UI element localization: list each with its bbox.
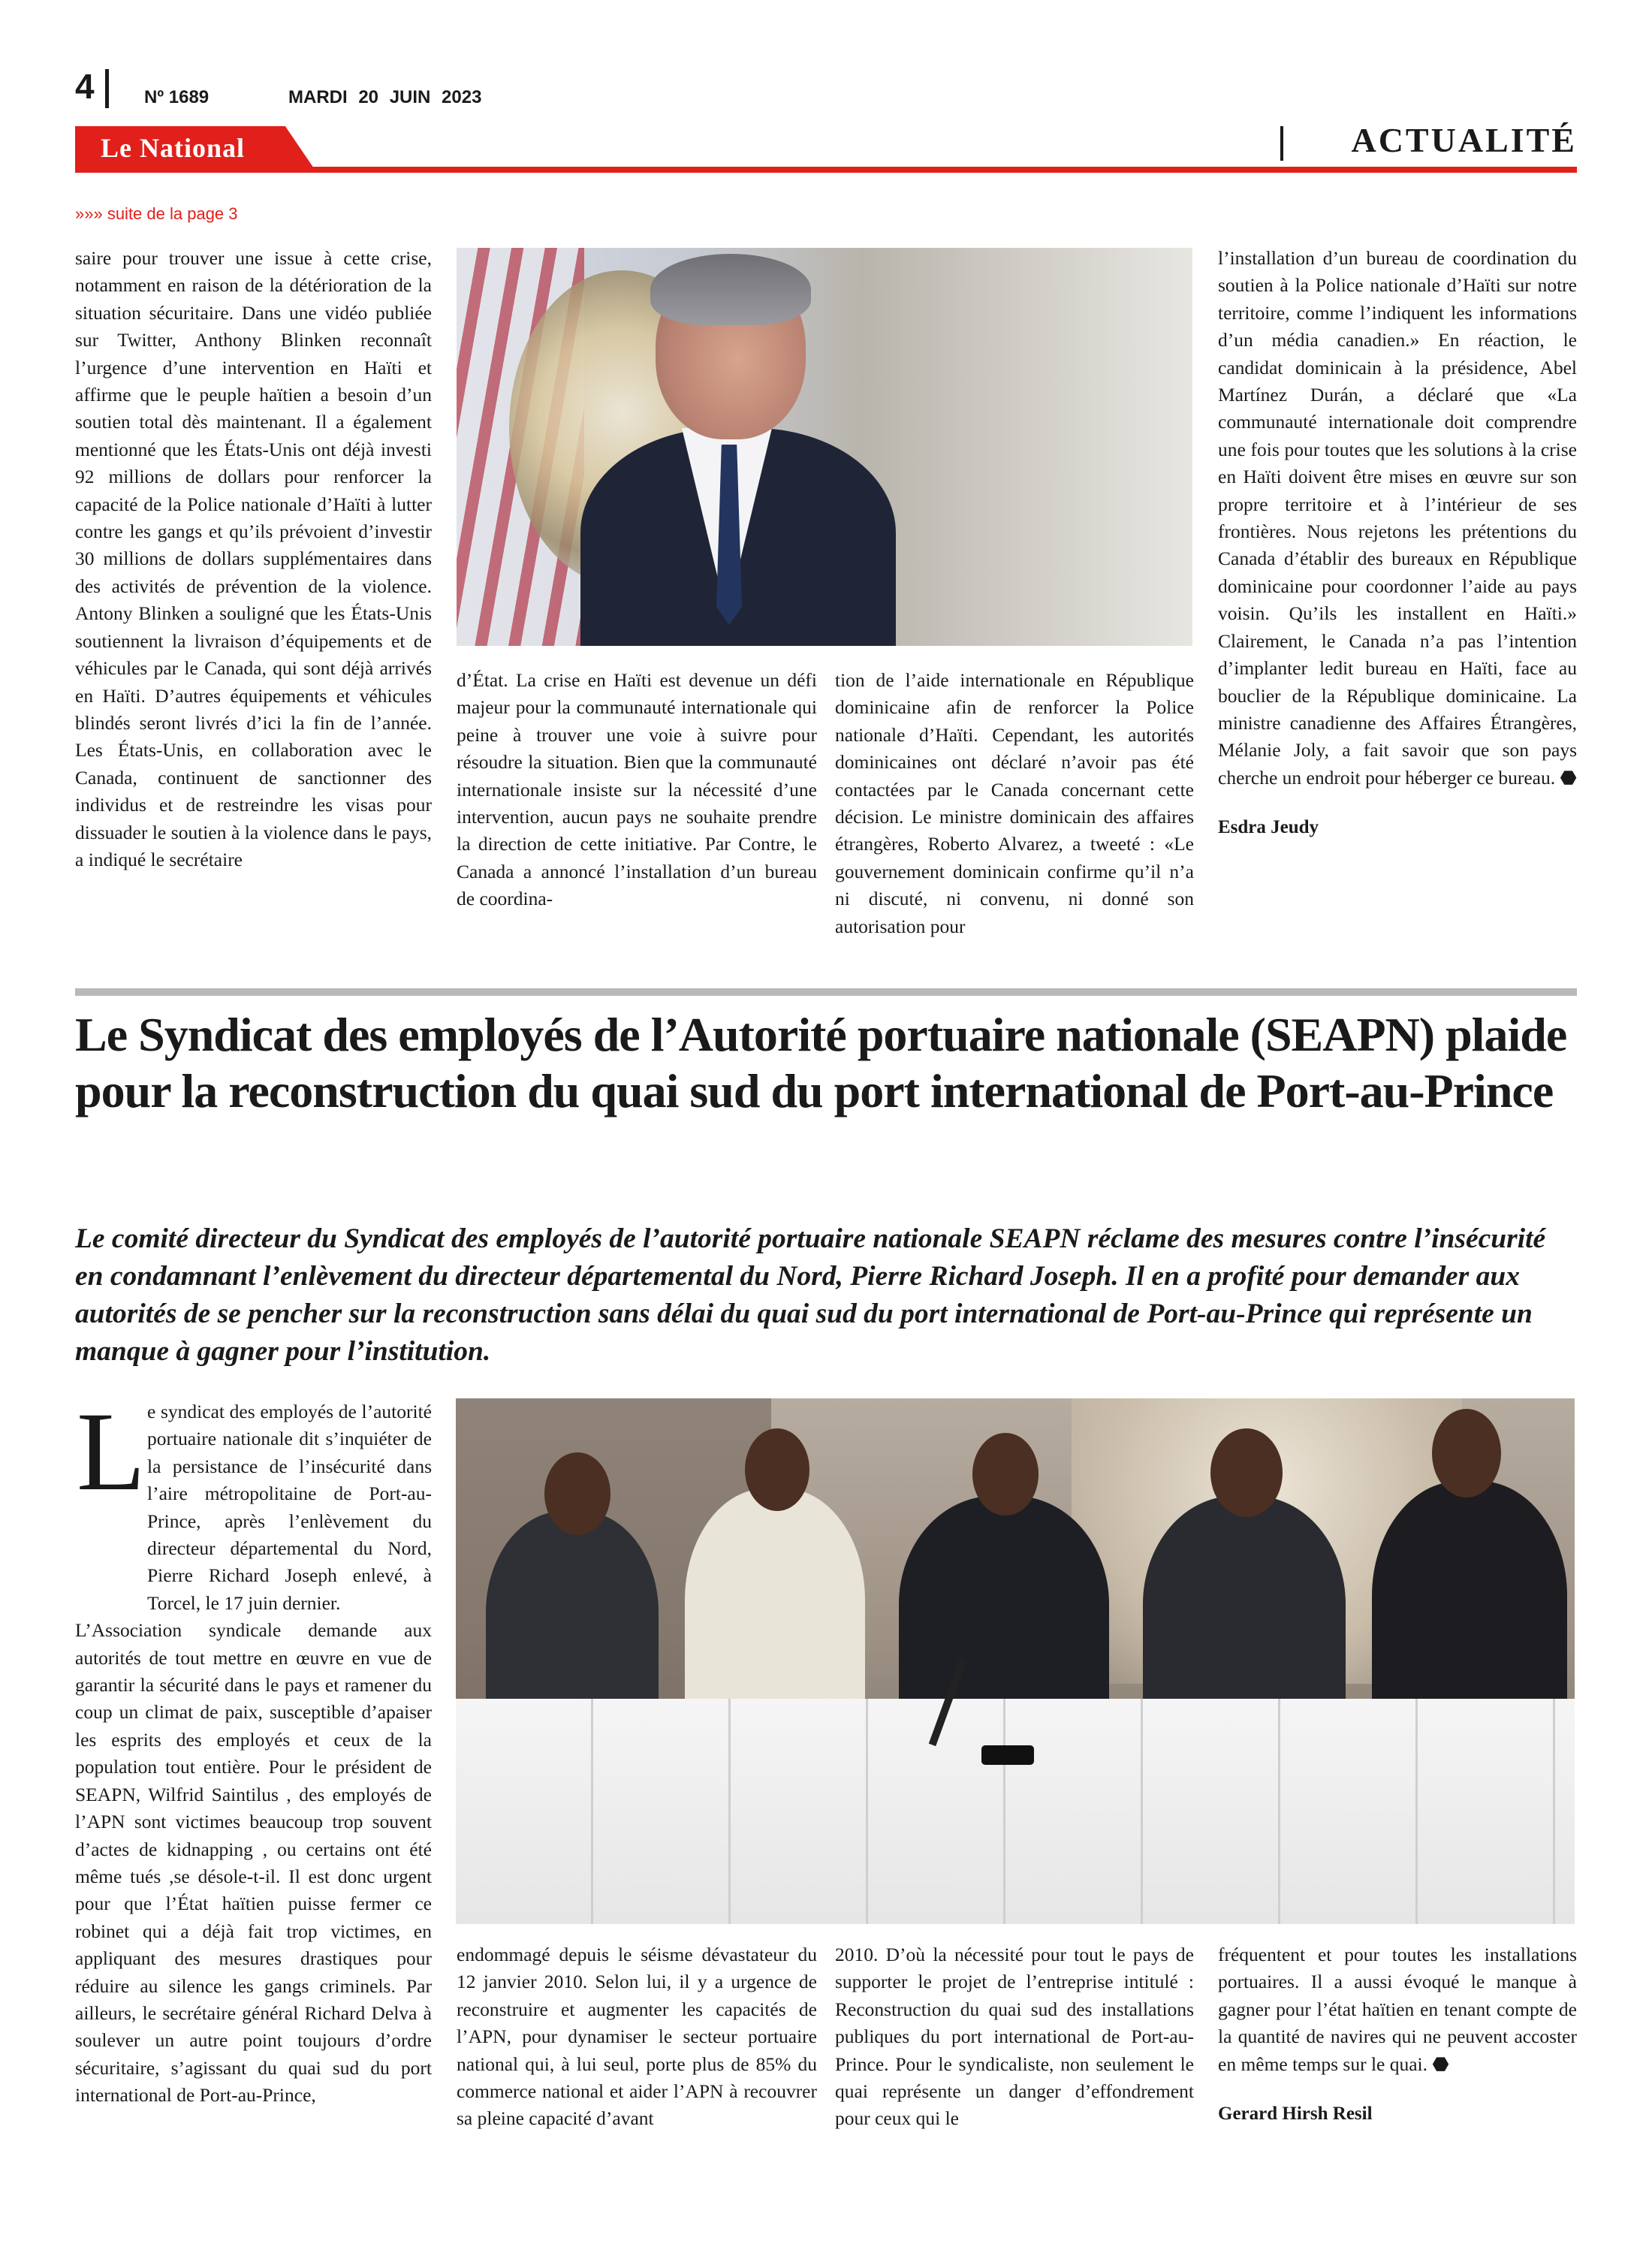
- section-title: ACTUALITÉ: [1351, 121, 1577, 159]
- blinken-photo: [457, 248, 1192, 646]
- article1-col4-text: l’installation d’un bureau de coordination du soutien à la Police nationale d’Haïti sur notre territoire, comme l’indiquent les informations d’un média canadien.» En réaction, le candidat dominicain à la présidence, Abel Martínez Durán, a déclaré que «La communauté internationale doit comprendre une fois pour toutes que les solutions à la crise en Haïti doivent être mises en œuvre sur son propre territoire et à l’intérieur de ses frontières. Nous rejetons les prétentions du Canada d’établir des bureaux en République dominicaine pour coordonner l’aide au pays voisin. Qu’ils les installent en Haïti.» Clairement, le Canada n’a pas l’intention d’implanter ledit bureau en Haïti, face au bouclier de la République dominicaine. La ministre canadienne des Affaires Étrangères, Mélanie Joly, a fait savoir que son pays cherche un endroit pour héberger ce bureau. ⬣: [1218, 247, 1577, 789]
- article1-col3-text: tion de l’aide internationale en République dominicaine afin de renforcer la Police nationale d’Haïti. Cependant, les autorités dominicaines ont déclaré n’avoir pas été contactées par le Canada concernant cette décision. Le ministre dominicain des affaires étrangères, Roberto Alvarez, a tweeté : «Le gouvernement dominicain confirme qu’il n’a ni discuté, ni convenu, ni donné son autorisation pour: [835, 669, 1194, 937]
- article1-col1-text: saire pour trouver une issue à cette crise, notamment en raison de la détérioration de la situation sécuritaire. Dans une vidéo publiée sur Twitter, Anthony Blinken reconnaît l’urgence d’une intervention en Haïti et affirme que le peuple haïtien a besoin d’un soutien total dès maintenant. Il a également mentionné que les États-Unis ont déjà investi 92 millions de dollars pour renforcer la capacité de la Police nationale d’Haïti à lutter contre les gangs et qu’ils prévoient d’investir 30 millions de dollars supplémentaires dans des activités de prévention de la violence. Antony Blinken a souligné que les États-Unis soutiennent la livraison d’équipements et de véhicules par le Canada, qui sont déjà arrivés en Haïti. D’autres équipements et véhicules blindés seront livrés d’ici la fin de l’année. Les États-Unis, en collaboration avec le Canada, continuent de sanctionner des individus et de restreindre les visas pour dissuader le soutien à la violence dans le pays, a indiqué le secrétaire: [75, 247, 432, 870]
- article-divider: [75, 988, 1577, 996]
- section-divider: [1280, 126, 1283, 161]
- article2-col4-text: fréquentent et pour toutes les installations portuaires. Il a aussi évoqué le manque à gagner pour l’état haïtien en tenant compte de la quantité de navires qui ne peuvent accoster en même temps sur le quai. ⬣: [1218, 1944, 1577, 2075]
- press-conference-photo: [456, 1398, 1575, 1924]
- article2-col1-intro: e syndicat des employés de l’autorité portuaire nationale dit s’inquiéter de la persistance de l’insécurité dans l’aire métropolitaine de Port-au-Prince, après l’enlèvement du directeur départemental du Nord, Pierre Richard Joseph enlevé, à Torcel, le 17 juin dernier.: [147, 1401, 432, 1614]
- article1-column-4: [1218, 245, 1577, 842]
- continued-from-note: »»» suite de la page 3: [75, 204, 238, 223]
- article1-col2-text: d’État. La crise en Haïti est devenue un défi majeur pour la communauté internationale qui peine à trouver une voie à suivre pour résoudre la situation. Bien que la communauté internationale insiste sur la nécessité d’une intervention, aucun pays ne souhaite prendre la direction de cette initiative. Par Contre, le Canada a annoncé l’installation d’un bureau de coordina-: [457, 669, 817, 910]
- article2-col3-text: 2010. D’où la nécessité pour tout le pays de supporter le projet de l’entreprise intitulé : Reconstruction du quai sud des installations publiques du port international de Port-au-Prince. Pour le syndicaliste, non seulement le quai représente un danger d’effondrement pour ceux qui le: [835, 1944, 1194, 2130]
- issue-date: MARDI 20 JUIN 2023: [288, 87, 482, 107]
- page-number-divider: [105, 69, 109, 108]
- article1-byline: Esdra Jeudy: [1218, 817, 1319, 838]
- article2-byline: Gerard Hirsh Resil: [1218, 2104, 1373, 2125]
- article2-column-2: [457, 1941, 817, 2133]
- article2-column-4: [1218, 1941, 1577, 2128]
- brand-logo-text: Le National: [101, 133, 246, 163]
- issue-number: Nº 1689: [144, 87, 210, 107]
- article1-column-1: [75, 245, 432, 873]
- article1-column-2: [457, 667, 817, 913]
- drop-cap: L: [77, 1389, 146, 1514]
- article2-headline: Le Syndicat des employés de l’Autorité portuaire nationale (SEAPN) plaide pour la reconstruction du quai sud du port international de Port-au-Prince: [75, 1008, 1567, 1117]
- article2-column-1: [75, 1398, 432, 2110]
- article2-lede: Le comité directeur du Syndicat des employés de l’autorité portuaire nationale SEAPN réclame des mesures contre l’insécurité en condamnant l’enlèvement du directeur départemental du Nord, Pierre Richard Joseph. Il en a profité pour demander aux autorités de se pencher sur la reconstruction sans délai du quai sud du port international de Port-au-Prince qui représente un manque à gagner pour l’institution.: [75, 1223, 1546, 1367]
- header-rule: [75, 167, 1577, 173]
- article2-column-3: [835, 1941, 1194, 2133]
- page-number: 4: [75, 67, 95, 106]
- article2-col1-text: L’Association syndicale demande aux autorités de tout mettre en œuvre en vue de garantir la sécurité dans le pays et ramener du coup un climat de paix, susceptible d’apaiser les esprits des employés et ceux de la population tout entière. Pour le président de SEAPN, Wilfrid Saintilus , des employés de l’APN sont victimes beaucoup trop souvent d’actes de kidnapping , ou certains ont été même tués ,se désole-t-il. Il est donc urgent pour que l’État haïtien puisse fermer ce robinet qui a déjà fait trop victimes, en appliquant des mesures drastiques pour réduire au silence les gangs criminels. Par ailleurs, le secrétaire général Richard Delva à soulever un autre point toujours d’ordre sécuritaire, s’agissant du quai sud du port international de Port-au-Prince,: [75, 1619, 432, 2107]
- article1-column-3: [835, 667, 1194, 940]
- article2-col2-text: endommagé depuis le séisme dévastateur du 12 janvier 2010. Selon lui, il y a urgence de reconstruire et augmenter les capacités de l’APN, pour dynamiser le secteur portuaire national qui, à lui seul, porte plus de 85% du commerce national et aider l’APN à recouvrer sa pleine capacité d’avant: [457, 1944, 817, 2130]
